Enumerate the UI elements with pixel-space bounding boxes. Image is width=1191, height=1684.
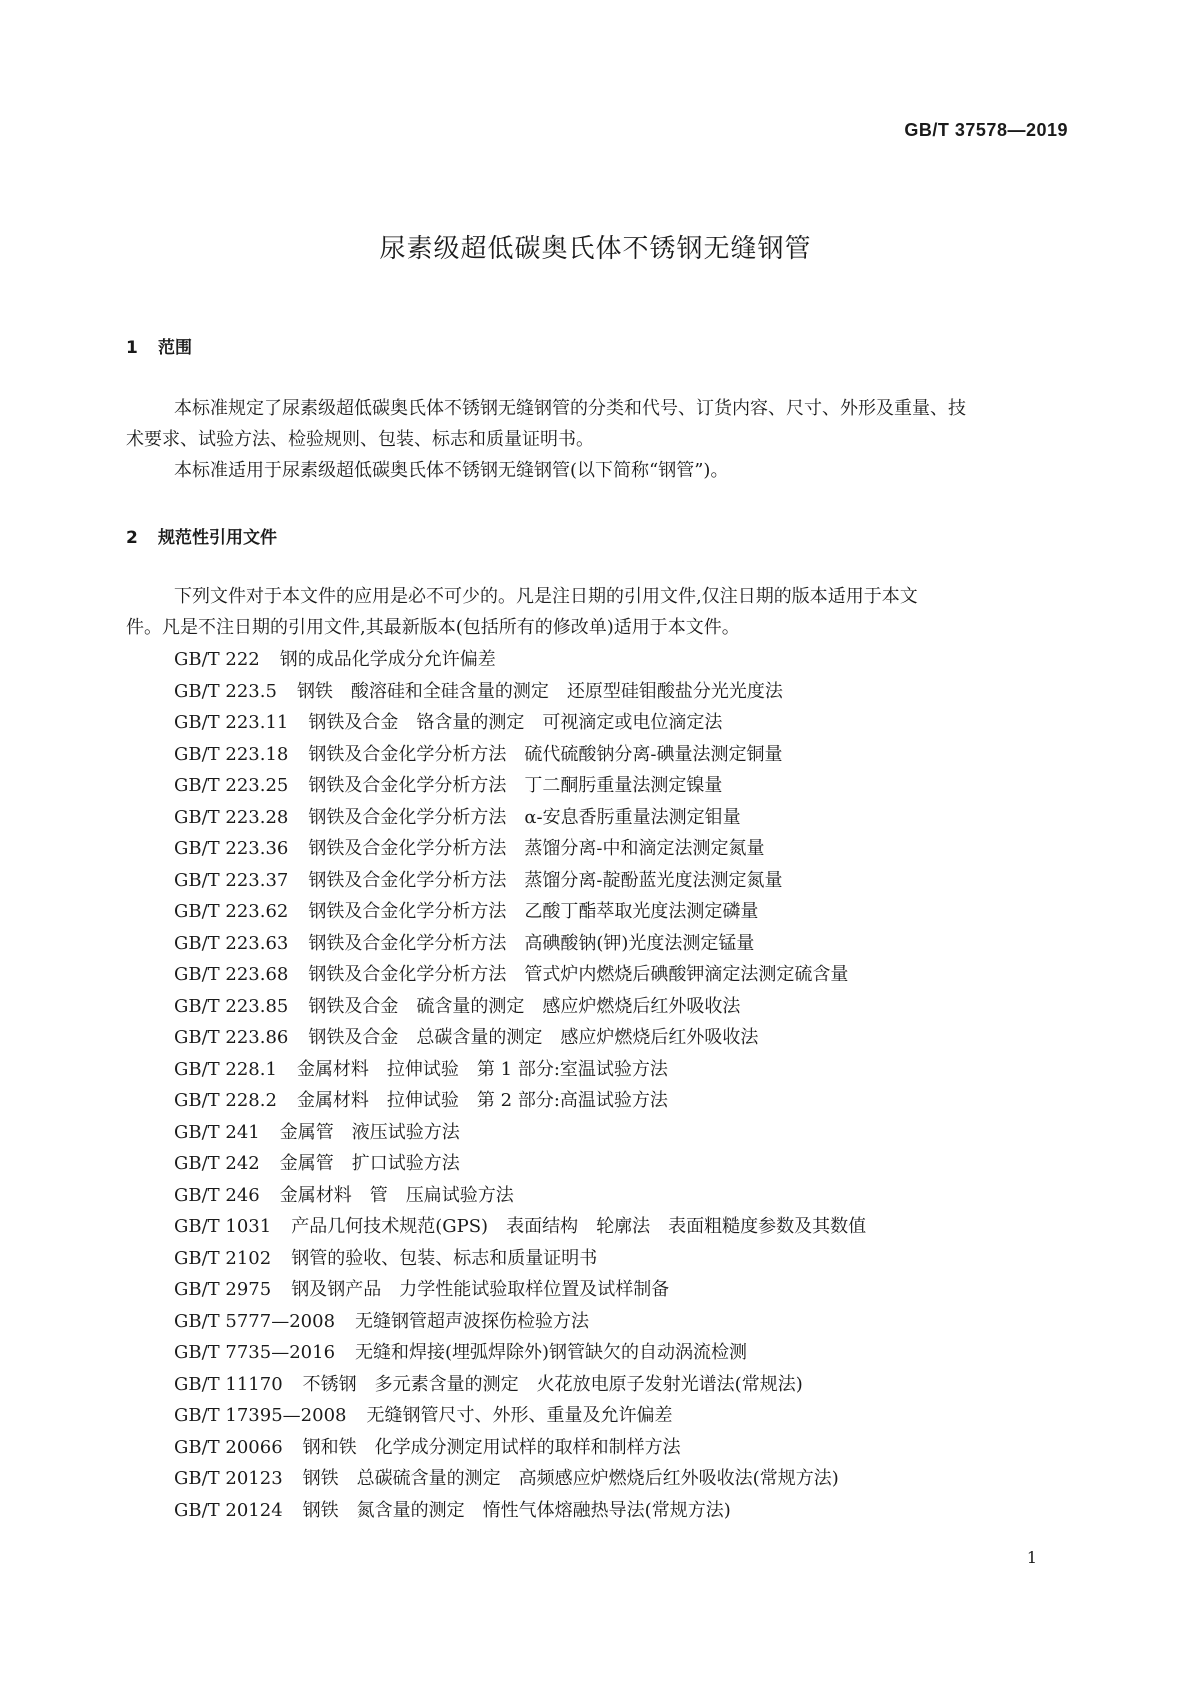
reference-code: GB/T 223.85 xyxy=(174,995,289,1017)
reference-title: 无缝和焊接(埋弧焊除外)钢管缺欠的自动涡流检测 xyxy=(355,1342,748,1363)
reference-code: GB/T 1031 xyxy=(174,1216,272,1237)
reference-title: 钢铁及合金化学分析方法 硫代硫酸钠分离-碘量法测定铜量 xyxy=(308,743,783,765)
reference-code: GB/T 241 xyxy=(174,1121,260,1143)
reference-title: 钢铁及合金化学分析方法 α-安息香肟重量法测定钼量 xyxy=(308,806,741,828)
page-number: 1 xyxy=(1026,1548,1037,1567)
reference-code: GB/T 20123 xyxy=(174,1468,283,1489)
reference-code: GB/T 223.28 xyxy=(174,806,289,828)
section-2-heading xyxy=(126,523,277,548)
reference-code: GB/T 223.5 xyxy=(174,680,277,702)
reference-item xyxy=(174,770,866,802)
reference-title: 钢铁及合金化学分析方法 蒸馏分离-中和滴定法测定氮量 xyxy=(308,838,765,859)
reference-title: 无缝钢管超声波探伤检验方法 xyxy=(355,1310,590,1332)
reference-item xyxy=(174,1337,866,1369)
reference-item xyxy=(174,802,866,834)
reference-code: GB/T 223.18 xyxy=(174,743,289,765)
reference-item xyxy=(174,833,866,865)
reference-title: 钢铁及合金 铬含量的测定 可视滴定或电位滴定法 xyxy=(308,712,723,733)
section-1-body xyxy=(126,393,1066,486)
reference-item xyxy=(174,644,866,676)
section-title: 范围 xyxy=(158,338,192,358)
reference-item xyxy=(174,739,866,771)
reference-code: GB/T 223.25 xyxy=(174,775,289,796)
reference-item xyxy=(174,1495,866,1527)
reference-item xyxy=(174,1243,866,1275)
reference-code: GB/T 5777—2008 xyxy=(174,1310,336,1332)
reference-title: 金属管 液压试验方法 xyxy=(279,1121,460,1143)
reference-item xyxy=(174,896,866,928)
reference-code: GB/T 228.2 xyxy=(174,1090,277,1111)
reference-code: GB/T 223.86 xyxy=(174,1027,289,1048)
reference-title: 金属材料 拉伸试验 第 2 部分:高温试验方法 xyxy=(296,1090,668,1111)
reference-code: GB/T 20066 xyxy=(174,1436,283,1458)
reference-item xyxy=(174,1400,866,1432)
reference-item xyxy=(174,1211,866,1243)
section-2-body xyxy=(126,581,1066,643)
reference-item xyxy=(174,707,866,739)
reference-item xyxy=(174,1180,866,1212)
reference-item xyxy=(174,1054,866,1086)
reference-item xyxy=(174,1022,866,1054)
reference-title: 钢铁 总碳硫含量的测定 高频感应炉燃烧后红外吸收法(常规方法) xyxy=(302,1468,839,1489)
paragraph-line: 本标准适用于尿素级超低碳奥氏体不锈钢无缝钢管(以下简称“钢管”)。 xyxy=(174,460,729,481)
reference-code: GB/T 2102 xyxy=(174,1247,272,1269)
reference-item xyxy=(174,928,866,960)
reference-title: 钢铁及合金化学分析方法 乙酸丁酯萃取光度法测定磷量 xyxy=(308,901,759,922)
reference-title: 钢铁及合金化学分析方法 丁二酮肟重量法测定镍量 xyxy=(308,775,723,796)
reference-item xyxy=(174,991,866,1023)
reference-title: 产品几何技术规范(GPS) 表面结构 轮廓法 表面粗糙度参数及其数值 xyxy=(291,1216,867,1237)
reference-title: 钢和铁 化学成分测定用试样的取样和制样方法 xyxy=(302,1436,681,1458)
reference-item xyxy=(174,1148,866,1180)
reference-item xyxy=(174,1306,866,1338)
reference-title: 钢管的验收、包装、标志和质量证明书 xyxy=(291,1247,598,1269)
standard-code: GB/T 37578—2019 xyxy=(904,120,1068,140)
reference-title: 钢铁 酸溶硅和全硅含量的测定 还原型硅钼酸盐分光光度法 xyxy=(296,680,783,702)
reference-title: 无缝钢管尺寸、外形、重量及允许偏差 xyxy=(366,1405,673,1426)
reference-title: 金属材料 管 压扁试验方法 xyxy=(279,1184,514,1206)
reference-code: GB/T 223.11 xyxy=(174,712,289,733)
reference-code: GB/T 223.63 xyxy=(174,932,289,954)
reference-title: 金属材料 拉伸试验 第 1 部分:室温试验方法 xyxy=(296,1058,668,1080)
reference-code: GB/T 222 xyxy=(174,649,260,670)
normative-references-list xyxy=(174,644,866,1526)
reference-title: 钢铁及合金 总碳含量的测定 感应炉燃烧后红外吸收法 xyxy=(308,1027,759,1048)
paragraph-line: 术要求、试验方法、检验规则、包装、标志和质量证明书。 xyxy=(126,429,594,450)
reference-code: GB/T 11170 xyxy=(174,1373,283,1395)
reference-item xyxy=(174,1274,866,1306)
section-number: 1 xyxy=(126,338,138,358)
reference-code: GB/T 246 xyxy=(174,1184,260,1206)
reference-item xyxy=(174,865,866,897)
reference-code: GB/T 20124 xyxy=(174,1499,283,1521)
document-title: 尿素级超低碳奥氏体不锈钢无缝钢管 xyxy=(379,234,812,264)
reference-item xyxy=(174,959,866,991)
reference-code: GB/T 7735—2016 xyxy=(174,1342,336,1363)
reference-title: 钢铁及合金化学分析方法 高碘酸钠(钾)光度法测定锰量 xyxy=(308,932,755,954)
reference-code: GB/T 242 xyxy=(174,1153,260,1174)
reference-item xyxy=(174,1117,866,1149)
reference-code: GB/T 2975 xyxy=(174,1279,272,1300)
reference-title: 钢的成品化学成分允许偏差 xyxy=(279,649,496,670)
reference-title: 金属管 扩口试验方法 xyxy=(279,1153,460,1174)
reference-item xyxy=(174,1369,866,1401)
section-number: 2 xyxy=(126,528,138,548)
paragraph-line: 本标准规定了尿素级超低碳奥氏体不锈钢无缝钢管的分类和代号、订货内容、尺寸、外形及重量、技 xyxy=(174,398,966,419)
reference-code: GB/T 223.36 xyxy=(174,838,289,859)
reference-title: 钢铁 氮含量的测定 惰性气体熔融热导法(常规方法) xyxy=(302,1499,731,1521)
reference-item xyxy=(174,1085,866,1117)
reference-title: 钢及钢产品 力学性能试验取样位置及试样制备 xyxy=(291,1279,670,1300)
reference-code: GB/T 228.1 xyxy=(174,1058,277,1080)
reference-item xyxy=(174,676,866,708)
reference-title: 钢铁及合金化学分析方法 管式炉内燃烧后碘酸钾滴定法测定硫含量 xyxy=(308,964,849,985)
paragraph-line: 件。凡是不注日期的引用文件,其最新版本(包括所有的修改单)适用于本文件。 xyxy=(126,617,740,638)
reference-item xyxy=(174,1463,866,1495)
reference-title: 钢铁及合金化学分析方法 蒸馏分离-靛酚蓝光度法测定氮量 xyxy=(308,869,783,891)
reference-title: 钢铁及合金 硫含量的测定 感应炉燃烧后红外吸收法 xyxy=(308,995,741,1017)
reference-code: GB/T 223.37 xyxy=(174,869,289,891)
reference-code: GB/T 223.68 xyxy=(174,964,289,985)
section-1-heading xyxy=(126,333,192,358)
reference-code: GB/T 223.62 xyxy=(174,901,289,922)
section-title: 规范性引用文件 xyxy=(158,528,277,548)
reference-title: 不锈钢 多元素含量的测定 火花放电原子发射光谱法(常规法) xyxy=(302,1373,803,1395)
reference-code: GB/T 17395—2008 xyxy=(174,1405,347,1426)
reference-item xyxy=(174,1432,866,1464)
paragraph-line: 下列文件对于本文件的应用是必不可少的。凡是注日期的引用文件,仅注日期的版本适用于本文 xyxy=(174,586,918,607)
